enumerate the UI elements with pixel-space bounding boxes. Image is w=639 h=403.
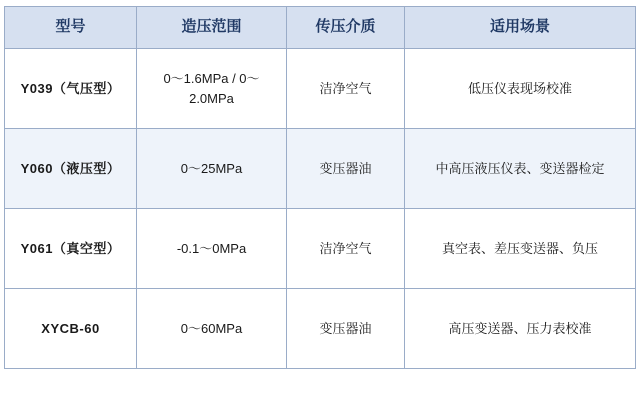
cell-pressure-range: 0～60MPa [137, 289, 287, 369]
cell-application-scene: 中高压液压仪表、变送器检定 [405, 129, 636, 209]
cell-model: Y060（液压型） [5, 129, 137, 209]
column-header-pressure-medium: 传压介质 [287, 7, 405, 49]
cell-application-scene: 高压变送器、压力表校准 [405, 289, 636, 369]
cell-pressure-medium: 洁净空气 [287, 209, 405, 289]
table-row [5, 289, 636, 369]
cell-pressure-medium: 变压器油 [287, 129, 405, 209]
cell-pressure-range: -0.1～0MPa [137, 209, 287, 289]
table-row [5, 209, 636, 289]
cell-pressure-range: 0～25MPa [137, 129, 287, 209]
table-header [5, 7, 636, 49]
column-header-application-scene: 适用场景 [405, 7, 636, 49]
specification-table [4, 6, 636, 369]
cell-pressure-medium: 变压器油 [287, 289, 405, 369]
column-header-model: 型号 [5, 7, 137, 49]
table-header-row [5, 7, 636, 49]
table-row [5, 49, 636, 129]
table-row [5, 129, 636, 209]
cell-pressure-range: 0～1.6MPa / 0～2.0MPa [137, 49, 287, 129]
table-body [5, 49, 636, 369]
column-header-pressure-range: 造压范围 [137, 7, 287, 49]
cell-pressure-medium: 洁净空气 [287, 49, 405, 129]
cell-application-scene: 真空表、差压变送器、负压 [405, 209, 636, 289]
cell-application-scene: 低压仪表现场校准 [405, 49, 636, 129]
cell-model: XYCB-60 [5, 289, 137, 369]
cell-model: Y061（真空型） [5, 209, 137, 289]
cell-model: Y039（气压型） [5, 49, 137, 129]
